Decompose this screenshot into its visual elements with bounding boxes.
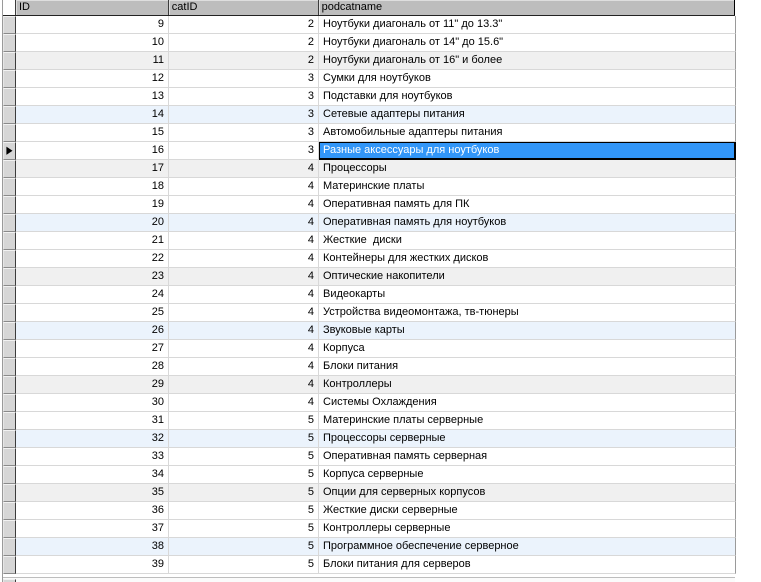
cell-catid[interactable]: 3 [169,124,319,142]
table-row [3,340,735,358]
row-selector[interactable] [3,358,16,376]
table-row [3,322,735,340]
cell-id[interactable]: 34 [16,466,169,484]
table-row [3,268,735,286]
row-selector[interactable] [3,16,16,34]
cell-catid[interactable]: 4 [169,286,319,304]
current-row-arrow-icon: ▶ [6,144,13,157]
row-selector[interactable] [3,70,16,88]
row-selector[interactable] [3,142,16,160]
cell-id[interactable]: 16 [16,142,169,160]
table-row [3,376,735,394]
data-grid [2,0,735,582]
table-row [3,16,735,34]
cell-podcatname[interactable]: Видеокарты [319,286,736,304]
cell-catid[interactable]: 4 [169,214,319,232]
cell-podcatname[interactable]: Контроллеры [319,376,736,394]
cell-catid[interactable]: 4 [169,160,319,178]
cell-catid[interactable]: 5 [169,520,319,538]
cell-id[interactable]: 25 [16,304,169,322]
cell-podcatname[interactable]: Оперативная память для ноутбуков [319,214,736,232]
cell-id[interactable]: 10 [16,34,169,52]
cell-catid[interactable]: 5 [169,466,319,484]
cell-catid[interactable]: 5 [169,484,319,502]
cell-id[interactable]: 29 [16,376,169,394]
cell-podcatname[interactable]: Ноутбуки диагональ от 16" и более [319,52,736,70]
cell-catid[interactable]: 5 [169,412,319,430]
cell-id[interactable]: 27 [16,340,169,358]
cell-podcatname[interactable]: Автомобильные адаптеры питания [319,124,736,142]
row-selector[interactable] [3,250,16,268]
table-row [3,34,735,52]
cell-id[interactable]: 12 [16,70,169,88]
cell-id[interactable]: 20 [16,214,169,232]
row-selector[interactable] [3,376,16,394]
column-header-id[interactable]: ID [16,0,169,15]
table-row [3,88,735,106]
cell-podcatname[interactable]: Сетевые адаптеры питания [319,106,736,124]
cell-id[interactable]: 14 [16,106,169,124]
cell-podcatname[interactable]: Опции для серверных корпусов [319,484,736,502]
cell-catid[interactable]: 5 [169,448,319,466]
table-row [3,214,735,232]
table-row [3,358,735,376]
cell-catid[interactable]: 3 [169,70,319,88]
table-row [3,502,735,520]
cell-podcatname[interactable]: Ноутбуки диагональ от 14" до 15.6" [319,34,736,52]
cell-id[interactable]: 13 [16,88,169,106]
table-row [3,124,735,142]
cell-id[interactable]: 28 [16,358,169,376]
partial-next-row [3,577,735,582]
cell-podcatname[interactable]: Процессоры [319,160,736,178]
row-selector[interactable] [3,34,16,52]
table-row [3,70,735,88]
row-selector[interactable] [3,322,16,340]
cell-id[interactable]: 37 [16,520,169,538]
table-row [3,538,735,556]
table-row [3,160,735,178]
table-row [3,142,735,160]
column-header-row [3,0,735,16]
table-row [3,196,735,214]
cell-catid[interactable]: 4 [169,358,319,376]
cell-podcatname[interactable]: Сумки для ноутбуков [319,70,736,88]
row-selector[interactable] [3,178,16,196]
cell-catid[interactable]: 4 [169,196,319,214]
table-row [3,448,735,466]
cell-id[interactable]: 19 [16,196,169,214]
table-row [3,106,735,124]
cell-id[interactable]: 9 [16,16,169,34]
cell-id[interactable]: 39 [16,556,169,574]
table-row [3,466,735,484]
cell-podcatname[interactable]: Ноутбуки диагональ от 11" до 13.3" [319,16,736,34]
cell-id[interactable]: 36 [16,502,169,520]
cell-catid[interactable]: 5 [169,556,319,574]
select-all-corner[interactable] [3,0,16,15]
cell-podcatname[interactable]: Оперативная память для ПК [319,196,736,214]
cell-catid[interactable]: 2 [169,34,319,52]
cell-id[interactable]: 26 [16,322,169,340]
cell-podcatname[interactable]: Контроллеры серверные [319,520,736,538]
row-selector[interactable] [3,286,16,304]
cell-podcatname[interactable]: Оперативная память серверная [319,448,736,466]
row-selector[interactable] [3,448,16,466]
cell-id[interactable]: 35 [16,484,169,502]
cell-id[interactable]: 24 [16,286,169,304]
table-row [3,520,735,538]
row-selector[interactable] [3,214,16,232]
cell-catid[interactable]: 4 [169,178,319,196]
row-selector[interactable] [3,106,16,124]
cell-catid[interactable]: 4 [169,376,319,394]
cell-catid[interactable]: 4 [169,340,319,358]
cell-podcatname[interactable]: Материнские платы серверные [319,412,736,430]
table-row [3,52,735,70]
cell-podcatname[interactable]: Устройства видеомонтажа, тв-тюнеры [319,304,736,322]
cell-podcatname[interactable]: Блоки питания [319,358,736,376]
cell-podcatname[interactable]: Подставки для ноутбуков [319,88,736,106]
cell-id[interactable]: 23 [16,268,169,286]
table-row [3,412,735,430]
table-row [3,304,735,322]
cell-podcatname[interactable]: Программное обеспечение серверное [319,538,736,556]
row-selector[interactable] [3,466,16,484]
cell-podcatname[interactable]: Разные аксессуары для ноутбуков [319,142,736,160]
cell-podcatname[interactable]: Блоки питания для серверов [319,556,736,574]
cell-id[interactable]: 17 [16,160,169,178]
cell-id[interactable]: 38 [16,538,169,556]
cell-id[interactable]: 15 [16,124,169,142]
cell-podcatname[interactable]: Оптические накопители [319,268,736,286]
row-selector[interactable] [3,52,16,70]
cell-podcatname[interactable]: Системы Охлаждения [319,394,736,412]
table-row [3,232,735,250]
cell-id[interactable]: 22 [16,250,169,268]
table-row [3,394,735,412]
cell-podcatname[interactable]: Жесткие диски [319,232,736,250]
cell-catid[interactable]: 4 [169,250,319,268]
table-row [3,178,735,196]
cell-catid[interactable]: 5 [169,502,319,520]
table-row [3,484,735,502]
row-selector[interactable] [3,268,16,286]
row-selector[interactable] [3,502,16,520]
cell-id[interactable]: 31 [16,412,169,430]
cell-podcatname[interactable]: Материнские платы [319,178,736,196]
row-selector[interactable] [3,124,16,142]
cell-catid[interactable]: 5 [169,538,319,556]
table-body [3,16,735,574]
cell-id[interactable]: 33 [16,448,169,466]
cell-catid[interactable]: 3 [169,142,319,160]
cell-catid[interactable]: 2 [169,52,319,70]
table-row [3,556,735,574]
table-row [3,250,735,268]
cell-catid[interactable]: 3 [169,106,319,124]
cell-id[interactable]: 11 [16,52,169,70]
row-selector[interactable] [3,520,16,538]
column-header-catid[interactable]: catID [169,0,319,15]
cell-catid[interactable]: 2 [169,16,319,34]
cell-catid[interactable]: 4 [169,322,319,340]
row-selector[interactable] [3,484,16,502]
cell-catid[interactable]: 4 [169,394,319,412]
cell-catid[interactable]: 4 [169,232,319,250]
cell-podcatname[interactable]: Корпуса серверные [319,466,736,484]
cell-catid[interactable]: 3 [169,88,319,106]
cell-podcatname[interactable]: Контейнеры для жестких дисков [319,250,736,268]
row-selector[interactable] [3,304,16,322]
row-selector[interactable] [3,556,16,574]
cell-id[interactable]: 18 [16,178,169,196]
cell-id[interactable]: 30 [16,394,169,412]
cell-podcatname[interactable]: Процессоры серверные [319,430,736,448]
cell-catid[interactable]: 5 [169,430,319,448]
row-selector[interactable] [3,340,16,358]
cell-catid[interactable]: 4 [169,268,319,286]
row-selector[interactable] [3,430,16,448]
cell-id[interactable]: 32 [16,430,169,448]
row-selector[interactable] [3,196,16,214]
row-selector[interactable] [3,412,16,430]
cell-podcatname[interactable]: Корпуса [319,340,736,358]
table-row [3,286,735,304]
cell-catid[interactable]: 4 [169,304,319,322]
table-row [3,430,735,448]
column-header-podcatname[interactable]: podcatname [319,0,735,15]
row-selector[interactable] [3,88,16,106]
cell-id[interactable]: 21 [16,232,169,250]
row-selector[interactable] [3,394,16,412]
row-selector[interactable] [3,232,16,250]
cell-podcatname[interactable]: Жесткие диски серверные [319,502,736,520]
row-selector[interactable] [3,160,16,178]
row-selector[interactable] [3,538,16,556]
cell-podcatname[interactable]: Звуковые карты [319,322,736,340]
